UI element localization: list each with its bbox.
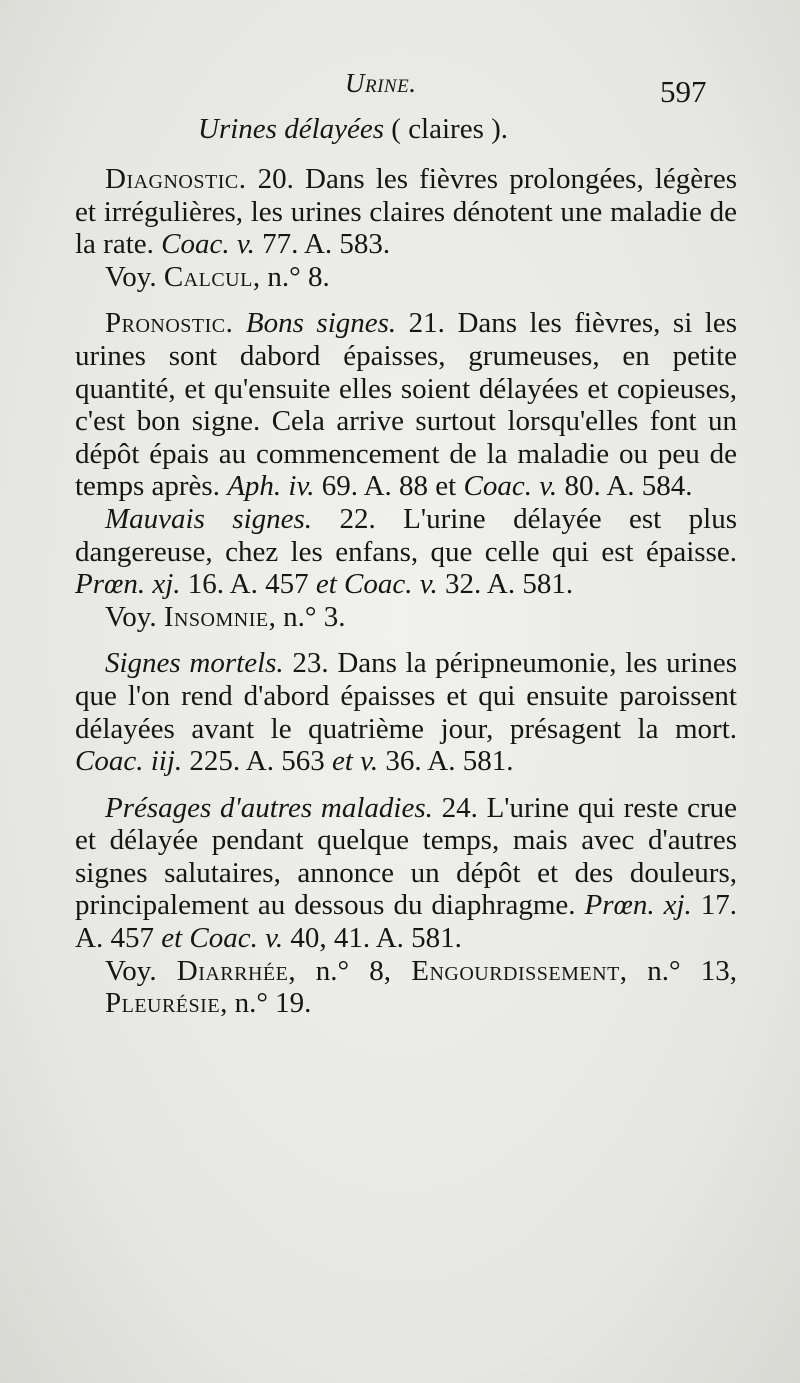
presages-mid: 17. A. 457: [75, 889, 738, 955]
diagnostic-label: Diagnostic.: [105, 163, 247, 195]
see-also-prefix: Voy.: [105, 260, 164, 293]
mortels-tail: 36. A. 581.: [378, 745, 514, 778]
see-also-term: Calcul: [163, 260, 253, 293]
see-also-mid1: , n.° 8,: [288, 954, 412, 987]
paragraph-pronostic: [75, 307, 737, 503]
mauvais-text: 22. L'urine délayée est plus dangereuse, chez les enfans, que celle qui est épaisse.: [75, 502, 737, 568]
see-also-term-pleuresie: Pleurésie: [105, 987, 221, 1020]
section-title-plain: ( claires ).: [384, 113, 509, 145]
section-title-italic: Urines délayées: [198, 113, 385, 145]
mortels-ref1: Coac. iij.: [75, 745, 183, 778]
paragraph-presages: [75, 792, 737, 955]
see-also-tail: , n.° 19.: [220, 987, 312, 1020]
section-title: [198, 113, 508, 146]
mauvais-mid: 16. A. 457: [180, 568, 316, 601]
paragraph-signes-mortels: [75, 647, 737, 777]
paragraph-mauvais-signes: [75, 503, 737, 601]
see-also-calcul: [75, 261, 737, 294]
page-number: 597: [660, 74, 707, 109]
see-also-term-diarrhee: Diarrhée: [176, 954, 289, 987]
see-also-term: Insomnie: [163, 600, 269, 633]
see-also-prefix: Voy.: [105, 600, 164, 633]
see-also-term-engourdissement: Engourdissement: [411, 954, 620, 987]
presages-tail: 40, 41. A. 581.: [283, 922, 462, 955]
presages-text: 24. L'urine qui reste crue et délayée pendant quelque temps, mais avec d'autres signes salutaires, annonce un dépôt et des douleurs, principalement au dessous du diaphragme.: [75, 791, 738, 922]
diagnostic-tail: 77. A. 583.: [254, 228, 391, 261]
pronostic-subhead: Bons signes.: [233, 307, 397, 340]
see-also-tail: , n.° 3.: [268, 600, 346, 633]
diagnostic-text: 20. Dans les fièvres prolongées, légères et irrégulières, les urines claires dénotent une maladie de la rate.: [75, 163, 737, 261]
pronostic-mid: 69. A. 88 et: [314, 470, 464, 503]
mauvais-ref2: et Coac. v.: [315, 568, 438, 601]
mortels-text: 23. Dans la péripneumonie, les urines que l'on rend d'abord épaisses et qui ensuite paroissent délayées avant le quatrième jour, présagent la mort.: [75, 647, 738, 745]
pronostic-tail: 80. A. 584.: [557, 470, 693, 503]
see-also-mid2: , n.° 13,: [619, 954, 737, 987]
pronostic-ref1: Aph. iv.: [227, 470, 315, 503]
diagnostic-ref: Coac. v.: [161, 228, 255, 261]
pronostic-label: Pronostic.: [105, 307, 234, 340]
mauvais-ref1: Prœn. xj.: [75, 568, 181, 601]
presages-ref1: Prœn. xj.: [584, 889, 692, 922]
running-title: Urine.: [345, 68, 417, 98]
paragraph-diagnostic: [75, 163, 737, 261]
presages-ref2: et Coac. v.: [161, 922, 284, 955]
see-also-multiple: [75, 955, 737, 1020]
pronostic-ref2: Coac. v.: [463, 470, 558, 503]
pronostic-text: 21. Dans les fièvres, si les urines sont dabord épaisses, grumeuses, en petite quantité, et qu'ensuite elles soient délayées et copieuses, c'est bon signe. Cela arrive surtout lorsqu'elles font un dépôt épais au commencement de la maladie ou peu de temps après.: [75, 307, 738, 503]
body-text: [75, 163, 737, 1020]
mortels-mid: 225. A. 563: [182, 745, 332, 778]
mauvais-tail: 32. A. 581.: [437, 568, 574, 601]
see-also-tail: , n.° 8.: [252, 260, 330, 293]
mortels-subhead: Signes mortels.: [105, 647, 284, 680]
see-also-insomnie: [75, 601, 737, 634]
see-also-prefix: Voy.: [105, 954, 177, 987]
mortels-ref2: et v.: [331, 745, 379, 778]
running-head: [0, 68, 800, 108]
mauvais-subhead: Mauvais signes.: [105, 502, 313, 535]
presages-subhead: Présages d'autres maladies.: [105, 791, 433, 824]
